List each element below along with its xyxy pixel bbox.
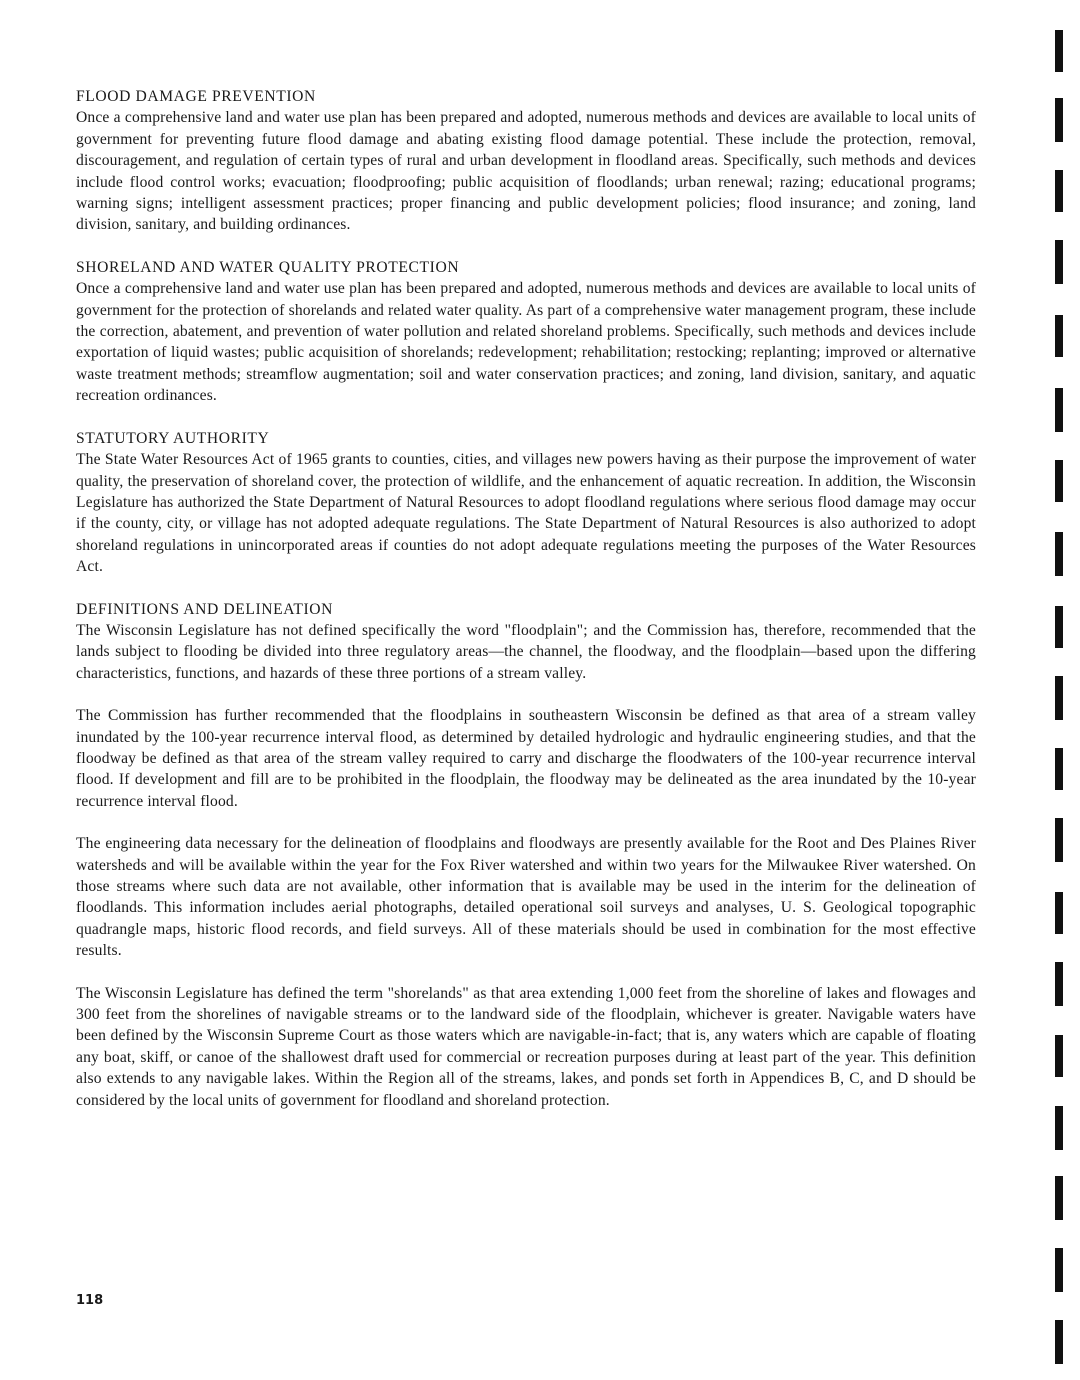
paragraph: The Commission has further recommended that the floodplains in southeastern Wisconsin be defined as that area of a stream valley inundated by the 100-year recurrence interval flood, as determined by detailed hydrologic and hydraulic engineering studies, and that the floodway be defined as that area of the stream valley required to carry and discharge the floodwaters of the 100-year recurrence interval flood. If development and fill are to be prohibited in the floodplain, the floodway may be delineated as the area inundated by the 10-year recurrence interval flood.: [76, 707, 976, 810]
binding-mark: [1055, 170, 1063, 212]
binding-mark: [1055, 1248, 1063, 1292]
binding-mark: [1055, 1035, 1063, 1077]
section-heading: DEFINITIONS AND DELINEATION: [76, 600, 334, 618]
section-statutory-authority: [76, 428, 976, 578]
section-heading: STATUTORY AUTHORITY: [76, 429, 270, 447]
paragraph: The Wisconsin Legislature has defined the term "shorelands" as that area extending 1,000 feet from the shoreline of lakes and flowages and 300 feet from the shorelines of navigable streams or to the landward side of the floodplain, whichever is greater. Navigable waters have been defined by the Wisconsin Supreme Court as those waters which are navigable-in-fact; that is, any waters which are capable of floating any boat, skiff, or canoe of the shallowest draft used for commercial or recreation purposes during at least part of the year. This definition also extends to any navigable lakes. Within the Region all of the streams, lakes, and ponds set forth in Appendices B, C, and D should be considered by the local units of government for floodland and shoreland protection.: [76, 984, 976, 1109]
binding-mark: [1055, 892, 1063, 934]
binding-mark: [1055, 748, 1063, 790]
paragraph: The Wisconsin Legislature has not defined specifically the word "floodplain"; and the Commission has, therefore, recommended that the lands subject to flooding be divided into three regulatory areas—the channel, the floodway, and the floodplain—based upon the differing characteristics, functions, and hazards of these three portions of a stream valley.: [76, 621, 976, 682]
paragraph: Once a comprehensive land and water use plan has been prepared and adopted, numerous methods and devices are available to local units of government for preventing future flood damage and abating existing flood damage potential. These include the protection, removal, discouragement, and regulation of certain types of rural and urban development in floodland areas. Specifically, such methods and devices include flood control works; evacuation; floodproofing; public acquisition of floodlands; urban renewal; razing; educational programs; warning signs; intelligent assessment practices; proper financing and public development policies; flood insurance; and zoning, land division, sanitary, and building ordinances.: [76, 109, 976, 234]
binding-mark: [1055, 315, 1063, 357]
section-shoreland-water-quality: [76, 257, 976, 407]
binding-mark: [1055, 98, 1063, 142]
binding-mark: [1055, 388, 1063, 432]
paragraph: Once a comprehensive land and water use plan has been prepared and adopted, numerous methods and devices are available to local units of government for the protection of shorelands and related water quality. As part of a comprehensive water management program, these include the correction, abatement, and prevention of water pollution and related shoreland problems. Specifically, such methods and devices include exportation of liquid wastes; public acquisition of shorelands; redevelopment; rehabilitation; restocking; replanting; improved or alternative waste treatment methods; streamflow augmentation; soil and water conservation practices; and zoning, land division, sanitary, and aquatic recreation ordinances.: [76, 280, 976, 405]
binding-mark: [1055, 962, 1063, 1006]
paragraph: The engineering data necessary for the delineation of floodplains and floodways are presently available for the Root and Des Plaines River watersheds and will be available within the year for the Fox River watershed and within two years for the Milwaukee River watershed. On those streams where such data are not available, other information that is available may be used in the interim for the delineation of floodlands. This information includes aerial photographs, detailed operational soil surveys and analyses, U. S. Geological topographic quadrangle maps, historic flood records, and field surveys. All of these materials should be used in combination for the most effective results.: [76, 835, 976, 960]
section-definitions-delineation: [76, 599, 976, 1112]
binding-mark: [1055, 1176, 1063, 1220]
binding-mark: [1055, 30, 1063, 72]
binding-marks: [1040, 0, 1080, 1380]
section-heading: FLOOD DAMAGE PREVENTION: [76, 88, 316, 105]
paragraph: The State Water Resources Act of 1965 grants to counties, cities, and villages new powers having as their purpose the improvement of water quality, the preservation of shoreland cover, the protection of wildlife, and the enhancement of aquatic recreation. In addition, the Wisconsin Legislature has authorized the State Department of Natural Resources to adopt floodland regulations where serious flood damage may occur if the county, city, or village has not adopted adequate regulations. The State Department of Natural Resources is also authorized to adopt shoreland regulations in unincorporated areas if counties do not adopt adequate regulations meeting the purposes of the Water Resources Act.: [76, 451, 976, 576]
page-body: [76, 86, 976, 1132]
binding-mark: [1055, 1106, 1063, 1150]
binding-mark: [1055, 676, 1063, 720]
binding-mark: [1055, 1320, 1063, 1364]
binding-mark: [1055, 240, 1063, 284]
binding-mark: [1055, 818, 1063, 862]
section-heading: SHORELAND AND WATER QUALITY PROTECTION: [76, 258, 460, 276]
binding-mark: [1055, 532, 1063, 576]
section-flood-damage-prevention: [76, 86, 976, 236]
binding-mark: [1055, 606, 1063, 648]
page-number: 118: [76, 1293, 104, 1308]
binding-mark: [1055, 460, 1063, 502]
